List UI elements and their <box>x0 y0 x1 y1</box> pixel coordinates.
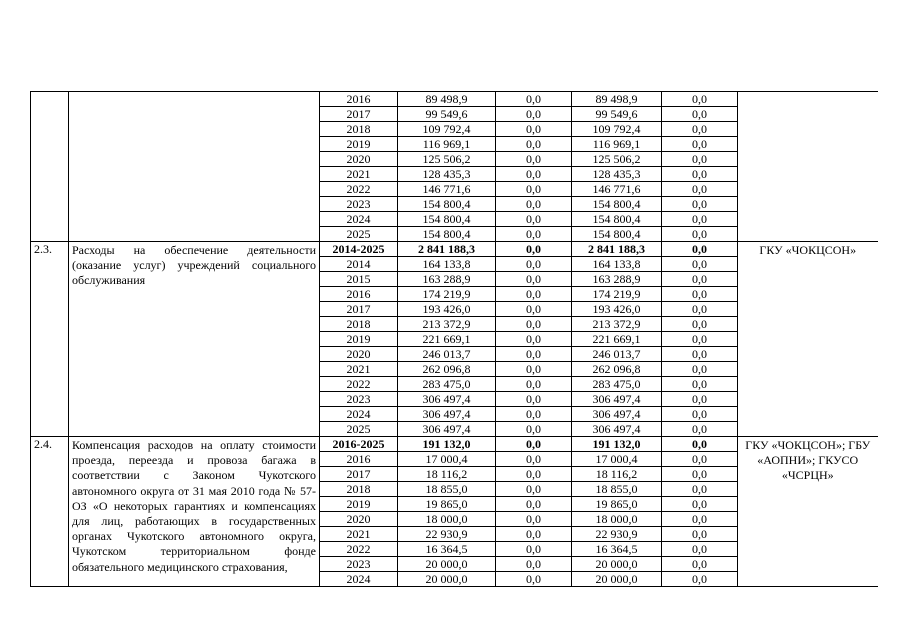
year-cell: 2023 <box>320 197 398 212</box>
federal-budget-cell: 0,0 <box>496 407 572 422</box>
total-cell: 109 792,4 <box>398 122 496 137</box>
regional-budget-cell: 146 771,6 <box>572 182 662 197</box>
other-sources-cell: 0,0 <box>662 527 738 542</box>
regional-budget-cell: 89 498,9 <box>572 92 662 107</box>
total-cell: 16 364,5 <box>398 542 496 557</box>
total-cell: 154 800,4 <box>398 227 496 242</box>
year-cell: 2020 <box>320 152 398 167</box>
other-sources-cell: 0,0 <box>662 512 738 527</box>
year-cell: 2021 <box>320 362 398 377</box>
year-cell: 2022 <box>320 542 398 557</box>
regional-budget-cell: 213 372,9 <box>572 317 662 332</box>
federal-budget-cell: 0,0 <box>496 557 572 572</box>
year-cell: 2016 <box>320 452 398 467</box>
year-cell: 2016 <box>320 92 398 107</box>
federal-budget-cell: 0,0 <box>496 347 572 362</box>
federal-budget-cell: 0,0 <box>496 437 572 452</box>
federal-budget-cell: 0,0 <box>496 572 572 587</box>
regional-budget-cell: 17 000,4 <box>572 452 662 467</box>
other-sources-cell: 0,0 <box>662 287 738 302</box>
other-sources-cell: 0,0 <box>662 167 738 182</box>
year-cell: 2023 <box>320 392 398 407</box>
other-sources-cell: 0,0 <box>662 197 738 212</box>
federal-budget-cell: 0,0 <box>496 167 572 182</box>
total-cell: 246 013,7 <box>398 347 496 362</box>
year-cell: 2017 <box>320 302 398 317</box>
other-sources-cell: 0,0 <box>662 272 738 287</box>
other-sources-cell: 0,0 <box>662 347 738 362</box>
item-description: Расходы на обеспечение деятельности (оказание услуг) учреждений социального обслуживания <box>69 242 320 437</box>
other-sources-cell: 0,0 <box>662 107 738 122</box>
executor-cell: ГКУ «ЧОКЦСОН» <box>738 242 878 437</box>
federal-budget-cell: 0,0 <box>496 227 572 242</box>
year-cell: 2018 <box>320 482 398 497</box>
regional-budget-cell: 99 549,6 <box>572 107 662 122</box>
federal-budget-cell: 0,0 <box>496 122 572 137</box>
regional-budget-cell: 2 841 188,3 <box>572 242 662 257</box>
year-cell: 2018 <box>320 317 398 332</box>
regional-budget-cell: 125 506,2 <box>572 152 662 167</box>
regional-budget-cell: 20 000,0 <box>572 572 662 587</box>
year-cell: 2024 <box>320 407 398 422</box>
executor-cell: ГКУ «ЧОКЦСОН»; ГБУ «АОПНИ»; ГКУСО «ЧСРЦН» <box>738 437 878 587</box>
regional-budget-cell: 193 426,0 <box>572 302 662 317</box>
other-sources-cell: 0,0 <box>662 242 738 257</box>
other-sources-cell: 0,0 <box>662 302 738 317</box>
federal-budget-cell: 0,0 <box>496 212 572 227</box>
regional-budget-cell: 174 219,9 <box>572 287 662 302</box>
total-cell: 128 435,3 <box>398 167 496 182</box>
federal-budget-cell: 0,0 <box>496 512 572 527</box>
regional-budget-cell: 18 116,2 <box>572 467 662 482</box>
regional-budget-cell: 154 800,4 <box>572 212 662 227</box>
federal-budget-cell: 0,0 <box>496 182 572 197</box>
other-sources-cell: 0,0 <box>662 92 738 107</box>
year-cell: 2015 <box>320 272 398 287</box>
other-sources-cell: 0,0 <box>662 452 738 467</box>
regional-budget-cell: 109 792,4 <box>572 122 662 137</box>
total-cell: 306 497,4 <box>398 392 496 407</box>
total-cell: 306 497,4 <box>398 407 496 422</box>
federal-budget-cell: 0,0 <box>496 422 572 437</box>
federal-budget-cell: 0,0 <box>496 377 572 392</box>
item-description <box>69 92 320 242</box>
total-cell: 89 498,9 <box>398 92 496 107</box>
total-cell: 164 133,8 <box>398 257 496 272</box>
item-number <box>31 92 69 242</box>
total-cell: 154 800,4 <box>398 197 496 212</box>
year-cell: 2023 <box>320 557 398 572</box>
federal-budget-cell: 0,0 <box>496 257 572 272</box>
regional-budget-cell: 221 669,1 <box>572 332 662 347</box>
total-cell: 191 132,0 <box>398 437 496 452</box>
regional-budget-cell: 283 475,0 <box>572 377 662 392</box>
year-cell: 2019 <box>320 137 398 152</box>
federal-budget-cell: 0,0 <box>496 482 572 497</box>
table-row <box>31 437 878 452</box>
financing-table <box>30 91 878 587</box>
regional-budget-cell: 116 969,1 <box>572 137 662 152</box>
other-sources-cell: 0,0 <box>662 542 738 557</box>
total-cell: 17 000,4 <box>398 452 496 467</box>
federal-budget-cell: 0,0 <box>496 317 572 332</box>
other-sources-cell: 0,0 <box>662 152 738 167</box>
year-cell: 2024 <box>320 572 398 587</box>
total-cell: 19 865,0 <box>398 497 496 512</box>
total-cell: 125 506,2 <box>398 152 496 167</box>
total-cell: 174 219,9 <box>398 287 496 302</box>
federal-budget-cell: 0,0 <box>496 467 572 482</box>
regional-budget-cell: 19 865,0 <box>572 497 662 512</box>
federal-budget-cell: 0,0 <box>496 497 572 512</box>
year-cell: 2022 <box>320 182 398 197</box>
year-cell: 2019 <box>320 497 398 512</box>
table-body <box>31 92 878 587</box>
year-cell: 2024 <box>320 212 398 227</box>
regional-budget-cell: 164 133,8 <box>572 257 662 272</box>
year-cell: 2018 <box>320 122 398 137</box>
executor-cell <box>738 92 878 242</box>
regional-budget-cell: 18 000,0 <box>572 512 662 527</box>
regional-budget-cell: 20 000,0 <box>572 557 662 572</box>
other-sources-cell: 0,0 <box>662 182 738 197</box>
total-cell: 221 669,1 <box>398 332 496 347</box>
other-sources-cell: 0,0 <box>662 332 738 347</box>
federal-budget-cell: 0,0 <box>496 362 572 377</box>
item-description: Компенсация расходов на оплату стоимости проезда, переезда и провоза багажа в соответствии с Законом Чукотского автономного округа от 31 мая 2010 года № 57-ОЗ «О некоторых гарантиях и компенсациях для лиц, работающих в государственных органах Чукотского автономного округа, Чукотском территориальном фонде обязательного медицинского страхования, <box>69 437 320 587</box>
year-cell: 2025 <box>320 422 398 437</box>
other-sources-cell: 0,0 <box>662 212 738 227</box>
year-cell: 2014-2025 <box>320 242 398 257</box>
regional-budget-cell: 262 096,8 <box>572 362 662 377</box>
year-cell: 2020 <box>320 512 398 527</box>
total-cell: 2 841 188,3 <box>398 242 496 257</box>
other-sources-cell: 0,0 <box>662 557 738 572</box>
regional-budget-cell: 154 800,4 <box>572 227 662 242</box>
total-cell: 18 855,0 <box>398 482 496 497</box>
regional-budget-cell: 306 497,4 <box>572 422 662 437</box>
regional-budget-cell: 306 497,4 <box>572 407 662 422</box>
year-cell: 2019 <box>320 332 398 347</box>
total-cell: 154 800,4 <box>398 212 496 227</box>
year-cell: 2021 <box>320 167 398 182</box>
total-cell: 163 288,9 <box>398 272 496 287</box>
year-cell: 2025 <box>320 227 398 242</box>
federal-budget-cell: 0,0 <box>496 152 572 167</box>
year-cell: 2017 <box>320 107 398 122</box>
federal-budget-cell: 0,0 <box>496 527 572 542</box>
total-cell: 193 426,0 <box>398 302 496 317</box>
total-cell: 283 475,0 <box>398 377 496 392</box>
other-sources-cell: 0,0 <box>662 377 738 392</box>
regional-budget-cell: 191 132,0 <box>572 437 662 452</box>
other-sources-cell: 0,0 <box>662 572 738 587</box>
regional-budget-cell: 163 288,9 <box>572 272 662 287</box>
total-cell: 306 497,4 <box>398 422 496 437</box>
other-sources-cell: 0,0 <box>662 392 738 407</box>
table-row <box>31 242 878 257</box>
other-sources-cell: 0,0 <box>662 227 738 242</box>
total-cell: 18 000,0 <box>398 512 496 527</box>
federal-budget-cell: 0,0 <box>496 392 572 407</box>
regional-budget-cell: 18 855,0 <box>572 482 662 497</box>
item-number: 2.4. <box>31 437 69 587</box>
other-sources-cell: 0,0 <box>662 257 738 272</box>
year-cell: 2022 <box>320 377 398 392</box>
table-row <box>31 92 878 107</box>
year-cell: 2014 <box>320 257 398 272</box>
year-cell: 2016-2025 <box>320 437 398 452</box>
item-number: 2.3. <box>31 242 69 437</box>
other-sources-cell: 0,0 <box>662 467 738 482</box>
regional-budget-cell: 306 497,4 <box>572 392 662 407</box>
total-cell: 116 969,1 <box>398 137 496 152</box>
total-cell: 146 771,6 <box>398 182 496 197</box>
federal-budget-cell: 0,0 <box>496 92 572 107</box>
year-cell: 2021 <box>320 527 398 542</box>
other-sources-cell: 0,0 <box>662 317 738 332</box>
federal-budget-cell: 0,0 <box>496 287 572 302</box>
regional-budget-cell: 128 435,3 <box>572 167 662 182</box>
other-sources-cell: 0,0 <box>662 437 738 452</box>
federal-budget-cell: 0,0 <box>496 242 572 257</box>
total-cell: 18 116,2 <box>398 467 496 482</box>
federal-budget-cell: 0,0 <box>496 332 572 347</box>
other-sources-cell: 0,0 <box>662 497 738 512</box>
other-sources-cell: 0,0 <box>662 422 738 437</box>
year-cell: 2017 <box>320 467 398 482</box>
federal-budget-cell: 0,0 <box>496 107 572 122</box>
federal-budget-cell: 0,0 <box>496 452 572 467</box>
federal-budget-cell: 0,0 <box>496 542 572 557</box>
total-cell: 213 372,9 <box>398 317 496 332</box>
federal-budget-cell: 0,0 <box>496 137 572 152</box>
year-cell: 2016 <box>320 287 398 302</box>
federal-budget-cell: 0,0 <box>496 197 572 212</box>
other-sources-cell: 0,0 <box>662 122 738 137</box>
federal-budget-cell: 0,0 <box>496 302 572 317</box>
total-cell: 99 549,6 <box>398 107 496 122</box>
regional-budget-cell: 246 013,7 <box>572 347 662 362</box>
other-sources-cell: 0,0 <box>662 137 738 152</box>
year-cell: 2020 <box>320 347 398 362</box>
regional-budget-cell: 16 364,5 <box>572 542 662 557</box>
regional-budget-cell: 154 800,4 <box>572 197 662 212</box>
other-sources-cell: 0,0 <box>662 362 738 377</box>
total-cell: 262 096,8 <box>398 362 496 377</box>
total-cell: 20 000,0 <box>398 557 496 572</box>
total-cell: 20 000,0 <box>398 572 496 587</box>
other-sources-cell: 0,0 <box>662 407 738 422</box>
regional-budget-cell: 22 930,9 <box>572 527 662 542</box>
other-sources-cell: 0,0 <box>662 482 738 497</box>
total-cell: 22 930,9 <box>398 527 496 542</box>
federal-budget-cell: 0,0 <box>496 272 572 287</box>
